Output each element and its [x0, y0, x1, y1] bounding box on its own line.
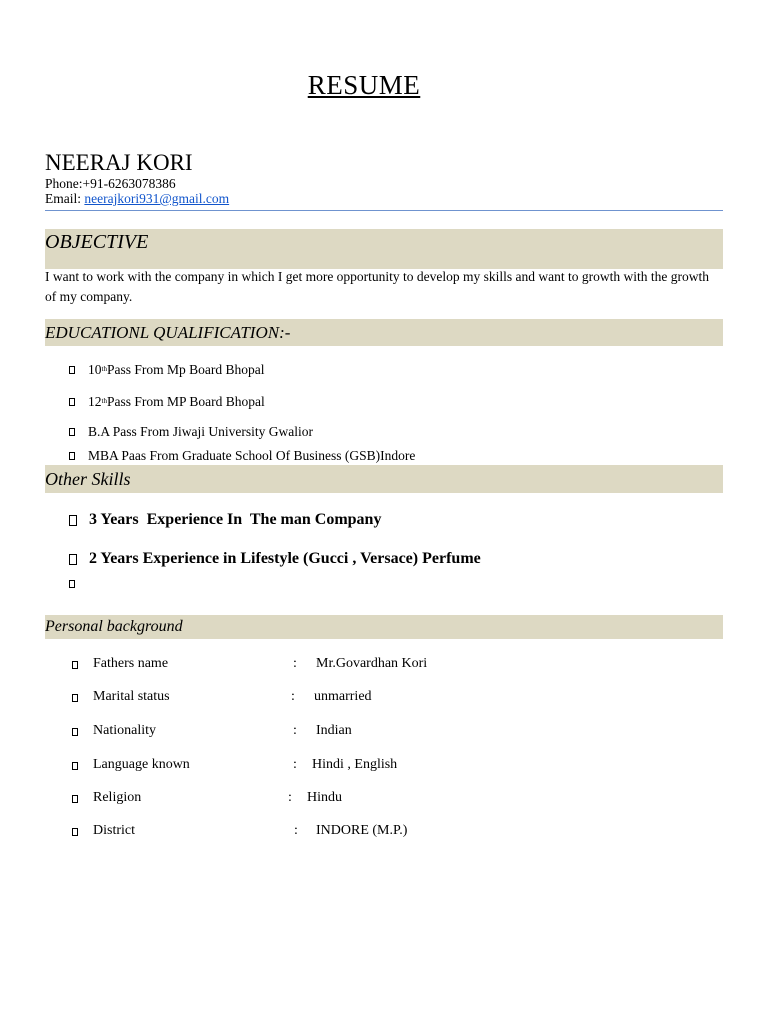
checkbox-bullet-icon: [69, 580, 75, 588]
personal-separator: :: [293, 723, 297, 738]
personal-label: Language known: [93, 757, 190, 772]
personal-row-fathers-name: [0, 656, 768, 676]
personal-label: Fathers name: [93, 656, 169, 671]
personal-label: Marital status: [93, 689, 170, 704]
personal-separator: :: [293, 757, 297, 772]
personal-separator: :: [293, 656, 297, 671]
education-item: 12 $^{th}$ Pass From MP Board Bhopal: [69, 394, 265, 410]
education-item: B.A Pass From Jiwaji University Gwalior: [69, 424, 313, 440]
checkbox-bullet-icon: [69, 398, 75, 406]
personal-row-nationality: [0, 723, 768, 743]
personal-separator: :: [294, 823, 298, 838]
checkbox-bullet-icon: [72, 694, 78, 702]
skill-item: 2 Years Experience in Lifestyle (Gucci , Versace) Perfume: [69, 550, 481, 568]
resume-title: RESUME: [307, 70, 421, 100]
skills-heading: Other Skills: [45, 465, 723, 493]
personal-label: Nationality: [93, 723, 156, 738]
objective-heading: OBJECTIVE: [45, 229, 723, 269]
education-item: 10 $^{th}$ Pass From Mp Board Bhopal: [69, 362, 264, 378]
checkbox-bullet-icon: [72, 762, 78, 770]
candidate-name: NEERAJ KORI: [45, 150, 193, 175]
personal-value: Indian: [316, 723, 352, 738]
checkbox-bullet-icon: [69, 452, 75, 460]
education-item: MBA Paas From Graduate School Of Business (GSB)Indore: [69, 448, 415, 464]
education-heading: EDUCATIONL QUALIFICATION:-: [45, 319, 723, 346]
email-line: [45, 191, 229, 207]
personal-label: District: [93, 823, 135, 838]
personal-value: INDORE (M.P.): [316, 823, 408, 838]
personal-value: Hindi , English: [312, 757, 398, 772]
personal-row-marital-status: [0, 689, 768, 709]
personal-heading: Personal background: [45, 615, 723, 639]
personal-separator: :: [291, 689, 295, 704]
checkbox-bullet-icon: [72, 728, 78, 736]
checkbox-bullet-icon: [69, 366, 75, 374]
checkbox-bullet-icon: [72, 828, 78, 836]
personal-value: Mr.Govardhan Kori: [316, 656, 428, 671]
personal-value: Hindu: [307, 790, 342, 805]
personal-row-language-known: [0, 757, 768, 777]
email-link[interactable]: neerajkori931@gmail.com: [84, 191, 230, 206]
checkbox-bullet-icon: [69, 515, 77, 526]
skill-item: 3 Years Experience In The man Company: [69, 511, 381, 529]
phone-number: +91-6263078386: [82, 176, 176, 191]
personal-row-religion: [0, 790, 768, 810]
objective-text: I want to work with the company in which I get more opportunity to develop my skills and want to growth with the growth of my company.: [45, 269, 710, 304]
checkbox-bullet-icon: [69, 428, 75, 436]
phone-line: [45, 176, 176, 192]
checkbox-bullet-icon: [69, 554, 77, 565]
phone-label: Phone:: [45, 176, 83, 191]
personal-separator: :: [288, 790, 292, 805]
personal-value: unmarried: [314, 689, 372, 704]
checkbox-bullet-icon: [72, 795, 78, 803]
personal-row-district: [0, 823, 768, 843]
personal-label: Religion: [93, 790, 142, 805]
empty-skill-item: [69, 580, 88, 588]
checkbox-bullet-icon: [72, 661, 78, 669]
email-label: Email:: [45, 191, 85, 206]
header-divider: [45, 210, 723, 211]
